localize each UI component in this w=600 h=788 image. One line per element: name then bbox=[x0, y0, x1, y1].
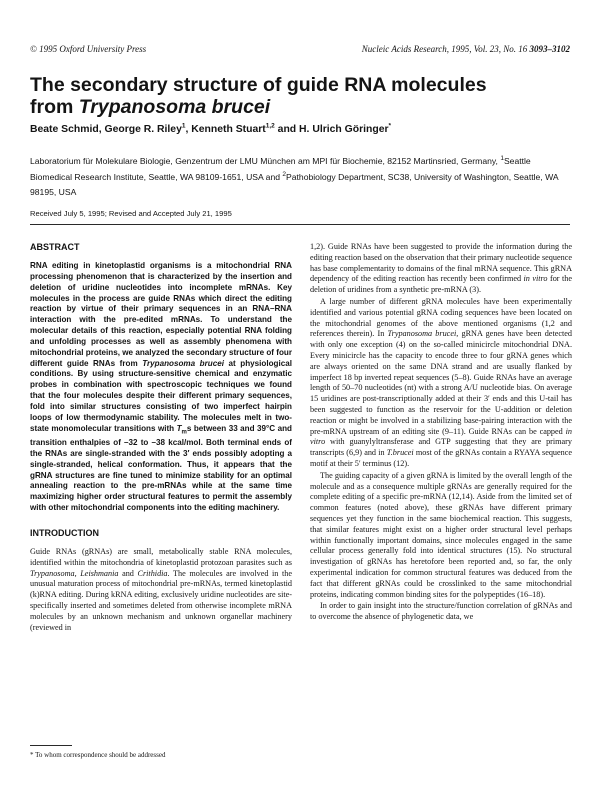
introduction-paragraph bbox=[30, 547, 292, 633]
right-p1-a: 1,2). Guide RNAs have been suggested to provide the information during the editing reaction based on the observation that their primary nucleotide sequence has base complementarity to domains of the final mRNA sequence. This gRNA dependency of the editing reaction has recently been confirmed bbox=[310, 242, 572, 284]
left-column bbox=[30, 242, 292, 633]
affiliations bbox=[30, 154, 575, 201]
right-p2-b: , gRNA genes have been detected with only one exception (4) on the so-called minicircle mitochondrial DNA. Every minicircle has the capacity to encode three to four gRNA genes which are always oriented on the same DNA strand and are usually flanked by imperfect 18 bp inverted repeat sequences (5–8). Guide RNAs have an average length of 50–70 nucleotides (nt) with a strong A/U nucleotide bias. On average 15 uridines are post-transcriptionally added at their 3′ ends and this U-tail has been suggested to function as the reservoir for the U-addition or deletion reaction or might be involved in a stabilizing base-pairing interaction with the pre-mRNA upstream of an editing site (9–11). Guide RNAs can be capped bbox=[310, 329, 572, 436]
affiliation-sup-1: 1 bbox=[500, 155, 504, 163]
author-list bbox=[30, 124, 391, 135]
right-p2-italic-3: T.brucei bbox=[386, 448, 414, 458]
journal-citation: Nucleic Acids Research, 1995, Vol. 23, No. 16 bbox=[361, 44, 530, 54]
intro-species-3: Crithidia bbox=[137, 568, 168, 578]
right-paragraph-1 bbox=[310, 242, 572, 296]
intro-part-b: , bbox=[74, 568, 81, 578]
intro-part-c: and bbox=[118, 568, 138, 578]
right-p2-c: with guanylyltransferase and GTP suggesting that they are primary transcripts (6,9) and in bbox=[310, 437, 572, 458]
affiliation-part-3: Pathobiology Department, SC38, University of Washington, Seattle, WA 98195, USA bbox=[30, 171, 559, 197]
author-group-3: and H. Ulrich Göringer bbox=[274, 124, 389, 135]
right-p2-italic-2: in vitro bbox=[310, 426, 572, 447]
right-p2-a: A large number of different gRNA molecules have been experimentally identified and various potential gRNA coding sequences have been located on the mitochondrial genomes of the above mentioned organisms (1,2 and references therein). In bbox=[310, 296, 572, 339]
author-sup-3: * bbox=[388, 122, 392, 130]
intro-species-2: Leishmania bbox=[80, 568, 119, 578]
article-title bbox=[30, 74, 575, 118]
intro-part-d: . The molecules are involved in the unusual maturation process of mitochondrial pre-mRNAs, termed kinetoplastid (k)RNA editing. During kRNA editing, exclusively uridine nucleotides are site-specifically inserted and sometimes deleted from otherwise incomplete mRNA molecules by an unknown mechanism and unknown organellar machinery (reviewed in bbox=[30, 568, 292, 632]
title-line-1: The secondary structure of guide RNA molecules bbox=[30, 74, 487, 96]
received-dates: Received July 5, 1995; Revised and Accepted July 21, 1995 bbox=[30, 209, 232, 218]
right-p1-b: for the deletion of uridines from a synthetic pre-mRNA (3). bbox=[310, 274, 572, 295]
right-p2-d: most of the gRNAs contain a RYAYA sequence motif at their 5′ terminus (12). bbox=[310, 448, 573, 468]
right-p1-italic: in vitro bbox=[523, 274, 548, 284]
page-range: 3093–3102 bbox=[529, 44, 570, 54]
correspondence-footnote: * To whom correspondence should be addressed bbox=[30, 751, 166, 759]
intro-part-a: Guide RNAs (gRNAs) are small, metabolically stable RNA molecules, identified within the mitochondria of kinetoplastid protozoan parasites such as bbox=[30, 547, 292, 567]
affiliation-part-2: Seattle Biomedical Research Institute, Seattle, WA 98109-1651, USA and bbox=[30, 156, 531, 182]
title-species: Trypanosoma brucei bbox=[78, 96, 271, 118]
right-paragraph-4: In order to gain insight into the structure/function correlation of gRNAs and to overcome the absence of phylogenetic data, we bbox=[310, 601, 572, 622]
title-line-2-prefix: from bbox=[30, 96, 79, 118]
abstract-tm: T bbox=[176, 423, 182, 433]
affiliation-part-1: Laboratorium für Molekulare Biologie, Genzentrum der LMU München am MPI für Biochemie, 82152 Martinsried, Germany, bbox=[30, 156, 501, 166]
author-group-2: , Kenneth Stuart bbox=[185, 124, 266, 135]
abstract-part-3: s between 33 and 39°C and transition enthalpies of –32 to –38 kcal/mol. Both terminal ends of the RNAs are single-stranded with the 3′ ends possibly adopting a single-stranded, helical conformation. Thus, it appears that the gRNA structures are fine tuned to minimize stability for an optimal annealing reaction to the pre-mRNAs while at the same time maximizing higher order structural features to permit the assembly with other mitochondrial components into the editing machinery. bbox=[30, 423, 292, 513]
abstract-species: Trypanosoma brucei bbox=[142, 358, 224, 368]
author-sup-2: 1,2 bbox=[265, 122, 275, 130]
affiliation-sup-2: 2 bbox=[282, 170, 287, 178]
intro-species-1: Trypanosoma bbox=[30, 568, 75, 578]
footnote-divider bbox=[30, 745, 72, 746]
right-paragraph-3: The guiding capacity of a given gRNA is limited by the overall length of the molecule and as a consequence multiple gRNAs are generally required for the complete editing of a specific pre-mRNA (12,14). Aside from the limited set of common features (noted above), these gRNAs have different primary sequences yet they function in the same biochemical reaction. This suggests, that similar features might exist on a higher order structural level perhaps within functionally important domains, since molecules engaged in the same cellular process generally fold into identical structures (15). No structural investigation of gRNAs has heretofore been reported and, so far, the only experimental indication for common structural features was deduced from the fact that different gRNAs could be crosslinked to the same mitochondrial proteins, indicating common binding sites for the polypeptides (16–18). bbox=[310, 470, 572, 599]
abstract-tm-sub: m bbox=[181, 429, 187, 436]
abstract-part-1: RNA editing in kinetoplastid organisms is a mitochondrial RNA processing phenomenon that is characterized by the insertion and deletion of uridine nucleotides into incomplete mRNAs. Key molecules in the process are guide RNAs which direct the editing reaction by virtue of their primary sequences in an RNA–RNA interaction with the pre-edited mRNAs. To understand the molecular details of this reaction, especially potential RNA folding and unfolding processes as well as assembly phenomena with mitochondrial proteins, we analyzed the secondary structure of four different guide RNAs from bbox=[30, 261, 292, 368]
abstract-text bbox=[30, 261, 292, 514]
header-divider bbox=[30, 224, 570, 225]
right-paragraph-2 bbox=[310, 297, 572, 470]
copyright-header: © 1995 Oxford University Press bbox=[30, 44, 147, 54]
abstract-part-2: at physiological conditions. By using structure-sensitive chemical and enzymatic probes in combination with spectroscopic techniques we found that the four molecules despite their different primary sequences, fold into similar structures consisting of two imperfect hairpin loops of low thermodynamic stability. The molecules melt in two-state monomolecular transitions with bbox=[30, 358, 293, 433]
right-column bbox=[310, 242, 572, 623]
abstract-heading: ABSTRACT bbox=[30, 242, 80, 252]
introduction-heading: INTRODUCTION bbox=[30, 528, 99, 539]
right-p2-species: Trypanosoma brucei bbox=[387, 329, 457, 339]
author-group-1: Beate Schmid, George R. Riley bbox=[30, 124, 182, 135]
author-sup-1: 1 bbox=[181, 122, 186, 130]
journal-citation-header bbox=[362, 44, 570, 54]
